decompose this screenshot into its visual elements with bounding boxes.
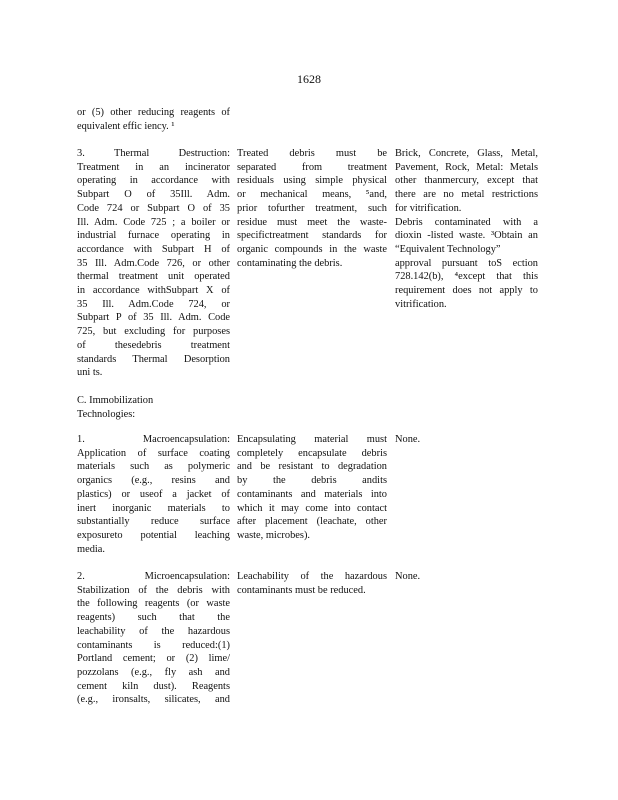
text-line: contaminants must be reduced.: [237, 584, 366, 596]
text-line: “Equivalent Technology”: [395, 243, 501, 255]
text-line: Treated debris must be: [237, 148, 387, 159]
text-line: 2. Microencapsulation:: [77, 571, 230, 582]
text-line: or mechanical means, ⁵and,: [237, 189, 387, 201]
text-line: inert inorganic materials to: [77, 502, 230, 514]
macroencapsulation-technology: [77, 433, 230, 556]
text-line: the following reagents (or waste: [77, 598, 230, 610]
text-line: None.: [395, 571, 421, 582]
microencapsulation-performance-standard: [237, 570, 387, 597]
thermal-destruction-restrictions: [395, 147, 538, 311]
text-line: 35 Ill. Adm.Code 724, or: [77, 298, 230, 310]
text-line: Portland cement; or (2) lime/: [77, 653, 230, 665]
microencapsulation-technology: [77, 570, 230, 707]
text-line: which it may come into contact: [237, 502, 387, 514]
text-line: Code 724 or Subpart O of 35: [77, 202, 230, 214]
text-line: materials such as polymeric: [77, 461, 230, 473]
text-line: in accordance withSubpart X of: [77, 285, 230, 297]
text-line: media.: [77, 543, 105, 555]
text-line: thermal treatment unit operated: [77, 271, 230, 283]
text-line: plastics) or useof a jacket of: [77, 488, 230, 500]
text-line: Leachability of the hazardous: [237, 571, 387, 582]
text-line: organic compounds in the waste: [237, 243, 387, 255]
text-line: approval pursuant toS ection: [395, 257, 538, 269]
text-line: requirement does not apply to: [395, 285, 538, 297]
text-line: separated from treatment: [237, 161, 387, 173]
text-line: accordance with Subpart H of: [77, 243, 230, 255]
text-line: substantially reduce surface: [77, 516, 230, 528]
text-line: cement kiln dust). Reagents: [77, 680, 230, 692]
text-line: Encapsulating material must: [237, 434, 387, 445]
thermal-destruction-technology: [77, 147, 230, 380]
text-line: Pavement, Rock, Metal: Metals: [395, 161, 538, 173]
text-line: uni ts.: [77, 367, 103, 379]
text-line: or (5) other reducing reagents of: [77, 107, 230, 118]
text-line: 1. Macroencapsulation:: [77, 434, 230, 445]
text-line: None.: [395, 434, 421, 445]
macroencapsulation-restrictions: [395, 433, 538, 447]
page-number: 1628: [297, 72, 321, 86]
text-line: completely encapsulate debris: [237, 447, 387, 459]
text-line: after placement (leachate, other: [237, 516, 387, 528]
text-line: operating in accordance with: [77, 175, 230, 187]
text-line: other thanmercury, except that: [395, 175, 538, 187]
text-line: dioxin -listed waste. ³Obtain an: [395, 230, 538, 242]
text-line: exposureto potential leaching: [77, 529, 230, 541]
text-line: of thesedebris treatment: [77, 339, 230, 351]
text-line: organics (e.g., resins and: [77, 475, 230, 487]
text-line: there are no metal restrictions: [395, 189, 538, 201]
text-line: contaminants is reduced:(1): [77, 639, 230, 651]
text-line: for vitrification.: [395, 202, 462, 214]
text-line: 35 Ill. Adm.Code 726, or other: [77, 257, 230, 269]
text-line: contaminating the debris.: [237, 257, 343, 269]
text-line: and be resistant to degradation: [237, 461, 387, 473]
text-line: Ill. Adm. Code 725 ; a boiler or: [77, 216, 230, 228]
text-line: industrial furnace operating in: [77, 230, 230, 242]
text-line: (e.g., ironsalts, silicates, and: [77, 694, 230, 706]
text-line: Subpart O of 35Ill. Adm.: [77, 189, 230, 201]
macroencapsulation-performance-standard: [237, 433, 387, 543]
text-line: Brick, Concrete, Glass, Metal,: [395, 148, 538, 159]
text-line: Application of surface coating: [77, 447, 230, 459]
text-line: specifictreatment standards for: [237, 230, 387, 242]
section-c-heading: [77, 394, 153, 421]
thermal-destruction-performance-standard: [237, 147, 387, 270]
text-line: C. Immobilization: [77, 395, 154, 406]
text-line: vitrification.: [395, 298, 447, 310]
text-line: residuals using simple physical: [237, 175, 387, 187]
text-line: Subpart P of 35 Ill. Adm. Code: [77, 312, 230, 324]
text-line: Technologies:: [77, 408, 136, 420]
text-line: 728.142(b), ⁴except that this: [395, 271, 538, 283]
microencapsulation-restrictions: [395, 570, 538, 584]
intro-text: [77, 106, 230, 133]
text-line: Treatment in an incinerator: [77, 161, 230, 173]
text-line: contaminants and materials into: [237, 488, 387, 500]
text-line: reagents) such that the: [77, 612, 230, 624]
text-line: leachability of the hazardous: [77, 625, 230, 637]
text-line: residue must meet the waste-: [237, 216, 387, 228]
text-line: Debris contaminated with a: [395, 216, 538, 228]
text-line: waste, microbes).: [237, 529, 310, 541]
text-line: 725, but excluding for purposes: [77, 326, 230, 338]
text-line: Stabilization of the debris with: [77, 584, 230, 596]
text-line: prior tofurther treatment, such: [237, 202, 387, 214]
text-line: 3. Thermal Destruction:: [77, 148, 230, 159]
text-line: by the debris andits: [237, 475, 387, 487]
text-line: equivalent effic iency. ¹: [77, 120, 175, 132]
text-line: pozzolans (e.g., fly ash and: [77, 666, 230, 678]
text-line: standards Thermal Desorption: [77, 353, 230, 365]
